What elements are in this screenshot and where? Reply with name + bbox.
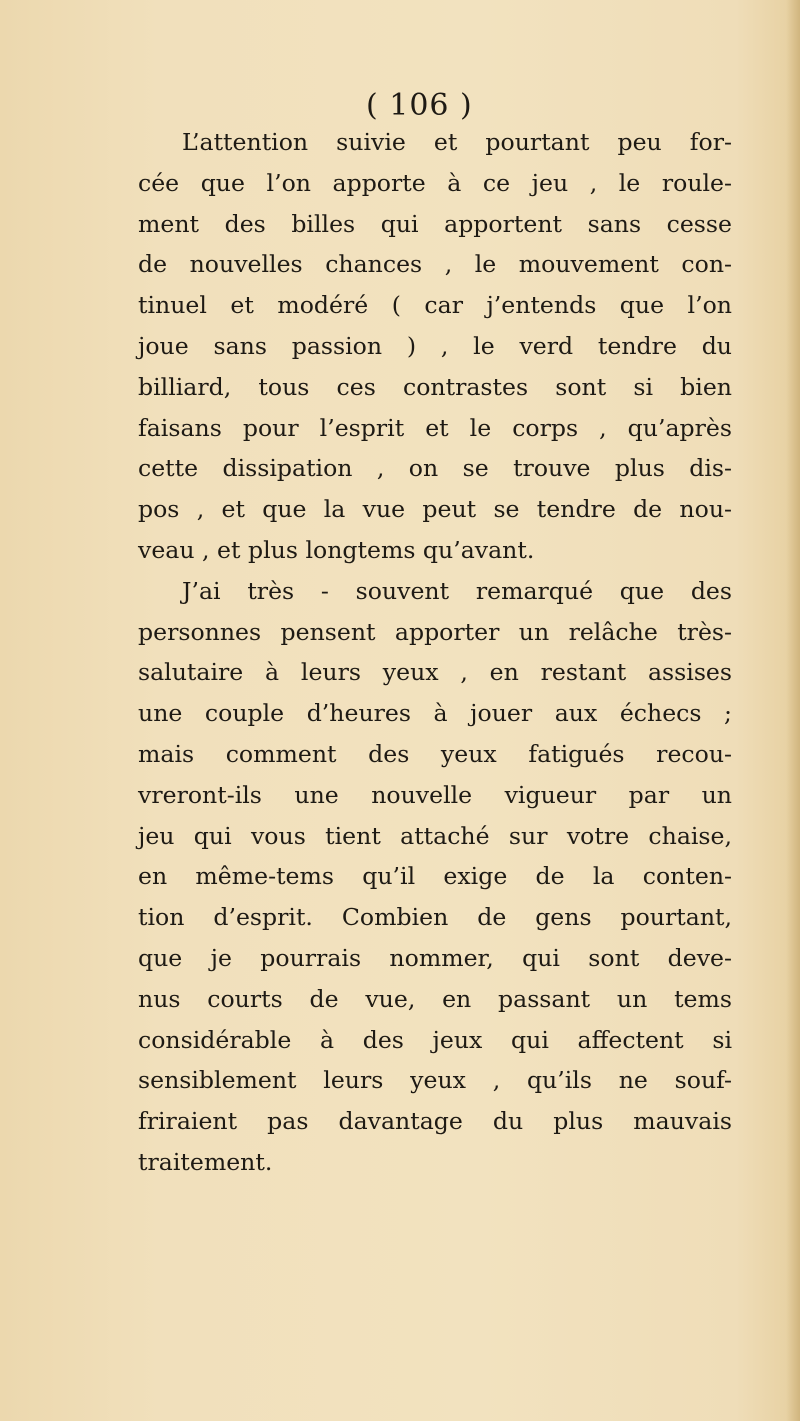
text-line: tion d’esprit. Combien de gens pourtant, bbox=[138, 903, 732, 932]
body-text bbox=[138, 122, 732, 1183]
text-line: en même-tems qu’il exige de la conten- bbox=[138, 862, 732, 891]
text-line: billiard, tous ces contrastes sont si bien bbox=[138, 372, 732, 401]
text-line: pos , et que la vue peut se tendre de nou- bbox=[138, 495, 732, 524]
text-line: L’attention suivie et pourtant peu for- bbox=[182, 128, 732, 156]
text-line: jeu qui vous tient attaché sur votre chaise, bbox=[138, 821, 732, 850]
text-line: J’ai très - souvent remarqué que des bbox=[182, 576, 732, 605]
text-line: cette dissipation , on se trouve plus dis- bbox=[138, 454, 732, 483]
text-line: ment des billes qui apportent sans cesse bbox=[138, 209, 732, 238]
text-line: tinuel et modéré ( car j’entends que l’on bbox=[138, 291, 732, 320]
text-line: faisans pour l’esprit et le corps , qu’après bbox=[138, 413, 732, 442]
text-line: considérable à des jeux qui affectent si bbox=[138, 1025, 732, 1054]
text-line: de nouvelles chances , le mouvement con- bbox=[138, 250, 732, 279]
text-line: salutaire à leurs yeux , en restant assises bbox=[138, 658, 732, 687]
text-line: sensiblement leurs yeux , qu’ils ne souf- bbox=[138, 1066, 732, 1095]
text-line: cée que l’on apporte à ce jeu , le roule- bbox=[138, 168, 732, 197]
text-line: veau , et plus longtems qu’avant. bbox=[138, 535, 535, 564]
text-line: personnes pensent apporter un relâche très- bbox=[138, 617, 732, 646]
text-line: nus courts de vue, en passant un tems bbox=[138, 984, 732, 1013]
text-line: que je pourrais nommer, qui sont deve- bbox=[138, 943, 732, 972]
text-line: mais comment des yeux fatigués recou- bbox=[138, 739, 732, 768]
text-line: joue sans passion ) , le verd tendre du bbox=[138, 331, 732, 360]
text-line: vreront-ils une nouvelle vigueur par un bbox=[138, 780, 732, 809]
page-edge-shadow bbox=[786, 0, 800, 1421]
page-number: ( 106 ) bbox=[366, 88, 473, 123]
text-line: friraient pas davantage du plus mauvais bbox=[138, 1107, 732, 1136]
text-line: une couple d’heures à jouer aux échecs ; bbox=[138, 699, 732, 728]
text-line: traitement. bbox=[138, 1147, 273, 1176]
